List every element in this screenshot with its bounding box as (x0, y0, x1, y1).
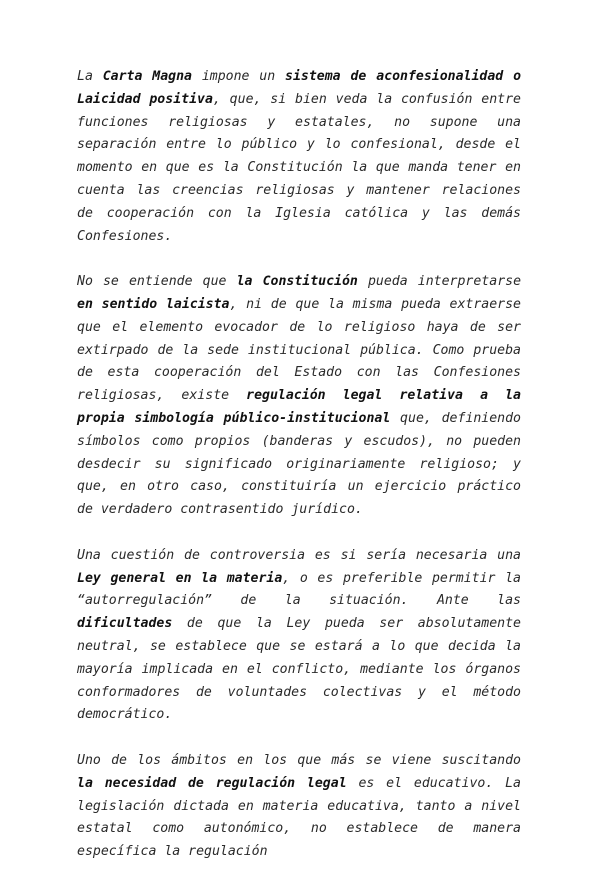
text-run: No se entiende que (77, 274, 237, 290)
paragraph-2 (77, 271, 521, 522)
bold-term: Carta Magna (102, 69, 192, 84)
text-run: Uno de los ámbitos en los que más se viene suscitando (77, 752, 521, 768)
text-run: impone un (191, 69, 286, 84)
bold-term: sistema de aconfesionalidad o Laicidad positiva (77, 69, 522, 107)
text-run: pueda interpretarse (357, 274, 522, 290)
text-run: , o es preferible permitir la “autorregulación” de la situación. Ante las (77, 570, 522, 609)
text-run: Una cuestión de controversia es si sería necesaria una (77, 547, 521, 563)
paragraph-1 (77, 66, 521, 248)
text-run: de que la Ley pueda ser absolutamente neutral, se establece que se estará a lo que decida la mayoría implicada en el conflicto, mediante los órganos conformadores de voluntades colectivas y el método democrático. (77, 616, 521, 723)
bold-term: la Constitución (236, 274, 358, 290)
text-run: que, definiendo símbolos como propios (banderas y escudos), no pueden desdecir su significado originariamente religioso; y que, en otro caso, constituiría un ejercicio práctico de verdadero contrasentido jurídico. (77, 410, 521, 518)
text-run: es el educativo. La legislación dictada en materia educativa, tanto a nivel estatal como autonómico, no establece de manera específica la regulación (77, 775, 521, 860)
paragraph-3 (77, 545, 521, 727)
bold-term: en sentido laicista (77, 296, 230, 312)
text-run: , ni de que la misma pueda extraerse que el elemento evocador de lo religioso haya de ser extirpado de la sede institucional pública. Como prueba de esta cooperación del Estado con las Confesiones religiosas, existe (77, 296, 521, 404)
document-page (77, 66, 521, 887)
paragraph-4 (77, 750, 521, 864)
bold-term: regulación legal relativa a la propia simbología público-institucional (77, 388, 521, 426)
bold-term: la necesidad de regulación legal (77, 775, 347, 791)
bold-term: Ley general en la materia (77, 570, 283, 586)
text-run: La (77, 69, 103, 84)
text-run: , que, si bien veda la confusión entre funciones religiosas y estatales, no supone una separación entre lo público y lo confesional, desde el momento en que es la Constitución la que manda tener en cuenta las creencias religiosas y mantener relaciones de cooperación con la Iglesia católica y las demás Confesiones. (77, 91, 521, 244)
bold-term: dificultades (77, 616, 173, 632)
